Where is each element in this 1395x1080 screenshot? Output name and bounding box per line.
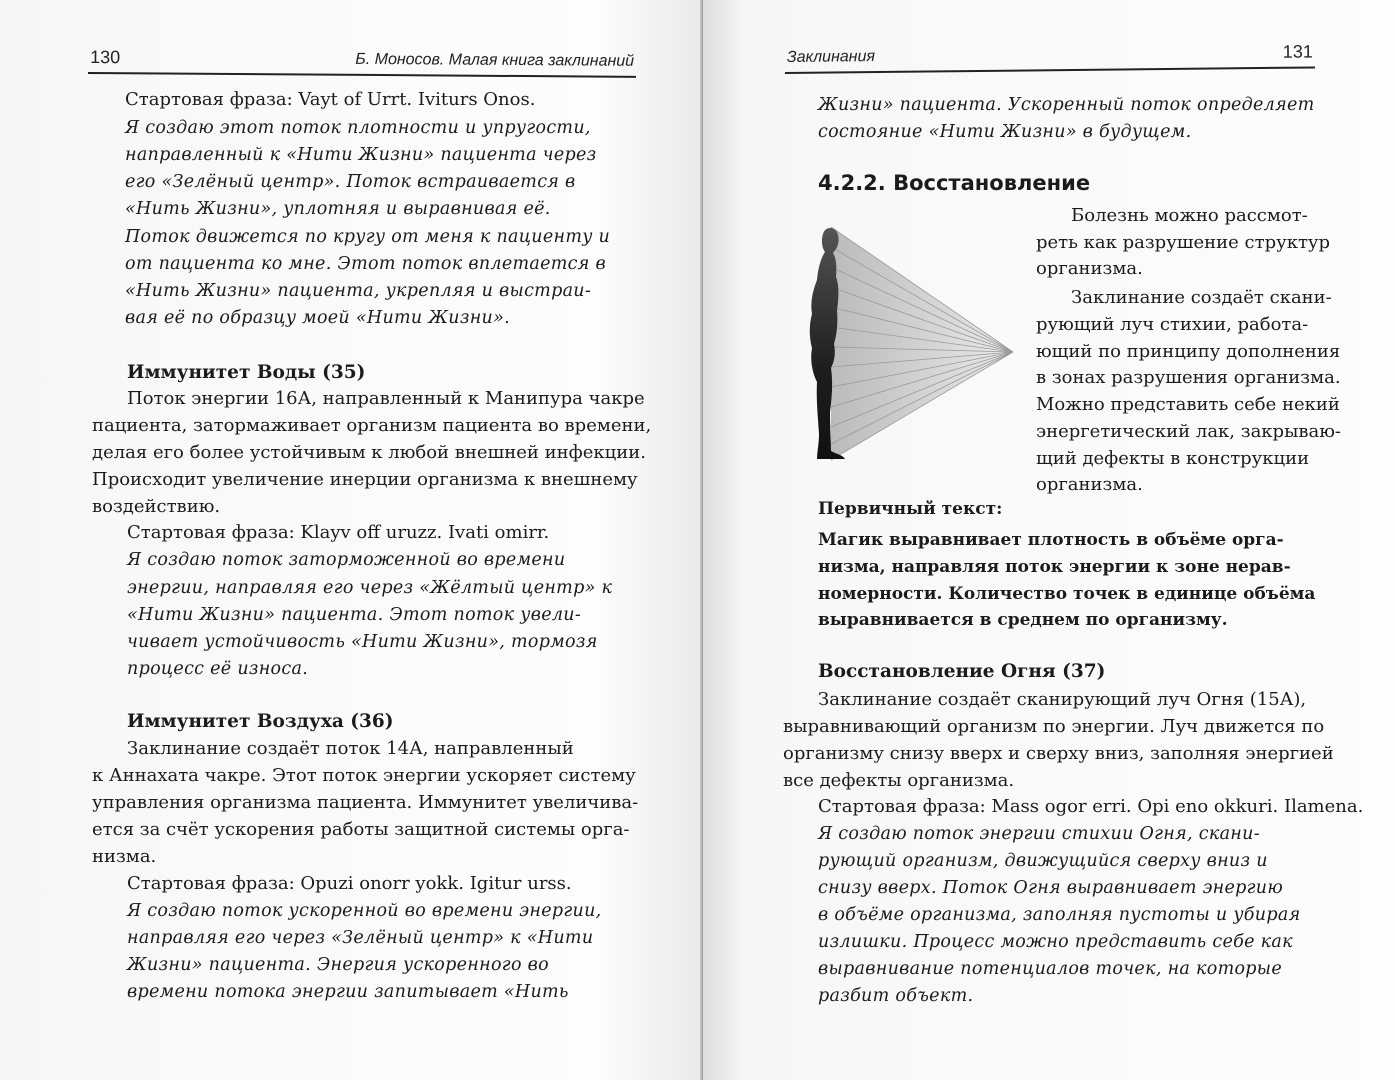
running-head-left: Б. Моносов. Малая книга заклинаний: [355, 50, 635, 70]
left-text-line: направляя его через «Зелёный центр» к «Нити: [127, 928, 594, 948]
right-text-line: Стартовая фраза: Mass ogor erri. Opi eno okkuri. Ilamena.: [818, 796, 1364, 817]
left-text-line: Заклинание создаёт поток 14А, направленный: [127, 738, 574, 759]
right-text-line: Магик выравнивает плотность в объёме орга-: [818, 530, 1284, 550]
left-text-line: вая её по образцу моей «Нити Жизни».: [125, 308, 510, 328]
right-text-line: реть как разрушение структур: [1036, 232, 1331, 253]
left-text-line: к Аннахата чакре. Этот поток энергии ускоряет систему: [92, 765, 636, 786]
left-text-line: Иммунитет Воздуха (36): [127, 711, 394, 732]
left-text-line: Я создаю поток ускоренной во времени энергии,: [127, 901, 602, 921]
right-text-line: организму снизу вверх и сверху вниз, заполняя энергией: [783, 743, 1334, 764]
left-text-line: Жизни» пациента. Энергия ускоренного во: [127, 955, 549, 975]
left-text-line: энергии, направляя его через «Жёлтый центр» к: [127, 578, 613, 598]
left-text-line: «Нити Жизни» пациента. Этот поток увели-: [127, 605, 582, 625]
left-text-line: «Нить Жизни» пациента, укрепляя и выстраи-: [125, 281, 592, 301]
left-text-line: Стартовая фраза: Klayv off uruzz. Ivati omirr.: [127, 522, 550, 543]
left-text-line: времени потока энергии запитывает «Нить: [127, 982, 569, 1002]
right-text-line: в объёме организма, заполняя пустоты и убирая: [818, 905, 1301, 925]
left-text-line: пациента, затормаживает организм пациента во времени,: [92, 415, 652, 436]
human-figure-scan-illustration: [803, 222, 1018, 467]
right-text-line: рующий организм, движущийся сверху вниз и: [818, 851, 1268, 871]
right-text-line: Первичный текст:: [818, 499, 1003, 519]
right-text-line: энергетический лак, закрываю-: [1036, 421, 1342, 442]
right-text-line: выравнивающий организм по энергии. Луч движется по: [783, 716, 1325, 737]
running-head-right: Заклинания: [786, 48, 876, 66]
right-text-line: Жизни» пациента. Ускоренный поток определяет: [818, 95, 1315, 115]
right-text-line: номерности. Количество точек в единице объёма: [818, 584, 1316, 604]
right-text-line: Я создаю поток энергии стихии Огня, скани-: [818, 824, 1260, 844]
right-page: [703, 0, 1395, 1080]
left-text-line: от пациента ко мне. Этот поток вплетается в: [125, 254, 607, 274]
right-text-line: организма.: [1036, 474, 1143, 495]
left-text-line: управления организма пациента. Иммунитет увеличива-: [92, 792, 639, 813]
left-text-line: «Нить Жизни», уплотняя и выравнивая её.: [125, 199, 551, 219]
page-number-left: 130: [90, 47, 121, 68]
right-page-header: [785, 34, 1315, 74]
right-text-line: выравнивается в среднем по организму.: [818, 610, 1228, 630]
right-text-line: состояние «Нити Жизни» в будущем.: [818, 122, 1192, 142]
right-text-line: снизу вверх. Поток Огня выравнивает энергию: [818, 878, 1284, 898]
left-text-line: Я создаю поток заторможенной во времени: [127, 550, 566, 570]
left-text-line: делая его более устойчивым к любой внешней инфекции.: [92, 442, 646, 463]
right-text-line: ющий по принципу дополнения: [1036, 341, 1341, 362]
right-text-line: низма, направляя поток энергии к зоне нерав-: [818, 557, 1291, 577]
right-text-line: выравнивание потенциалов точек, на которые: [818, 959, 1283, 979]
left-text-line: низма.: [92, 846, 157, 867]
right-text-line: Заклинание создаёт скани-: [1071, 287, 1332, 308]
left-text-line: его «Зелёный центр». Поток встраивается в: [125, 172, 576, 192]
left-text-line: Происходит увеличение инерции организма к внешнему: [92, 469, 638, 490]
left-text-line: Я создаю этот поток плотности и упругости,: [125, 118, 591, 138]
right-text-line: в зонах разрушения организма.: [1036, 367, 1341, 388]
right-text-line: 4.2.2. Восстановление: [818, 171, 1091, 195]
left-text-line: Иммунитет Воды (35): [127, 362, 366, 383]
right-text-line: Заклинание создаёт сканирующий луч Огня (15А),: [818, 689, 1307, 710]
left-text-line: Поток движется по кругу от меня к пациенту и: [125, 227, 611, 247]
right-text-line: рующий луч стихии, работа-: [1036, 314, 1309, 335]
right-text-line: все дефекты организма.: [783, 770, 1015, 791]
right-text-line: Болезнь можно рассмот-: [1071, 205, 1308, 226]
left-text-line: Стартовая фраза: Vayt of Urrt. Iviturs Onos.: [125, 89, 536, 110]
left-text-line: процесс её износа.: [127, 659, 309, 679]
right-text-line: разбит объект.: [818, 986, 974, 1006]
right-text-line: щий дефекты в конструкции: [1036, 448, 1310, 469]
left-text-line: Поток энергии 16А, направленный к Манипура чакре: [127, 388, 645, 409]
right-text-line: Можно представить себе некий: [1036, 394, 1340, 415]
right-text-line: Восстановление Огня (37): [818, 661, 1106, 682]
left-text-line: Стартовая фраза: Opuzi onorr yokk. Igitur urss.: [127, 873, 572, 894]
right-text-line: организма.: [1036, 258, 1143, 279]
left-page-header: [88, 40, 636, 78]
left-text-line: ется за счёт ускорения работы защитной системы орга-: [92, 819, 630, 840]
left-text-line: воздействию.: [92, 496, 221, 517]
left-text-line: чивает устойчивость «Нити Жизни», тормозя: [127, 632, 598, 652]
page-number-right: 131: [1282, 41, 1313, 62]
right-text-line: излишки. Процесс можно представить себе как: [818, 932, 1293, 952]
left-text-line: направленный к «Нити Жизни» пациента через: [125, 145, 597, 165]
